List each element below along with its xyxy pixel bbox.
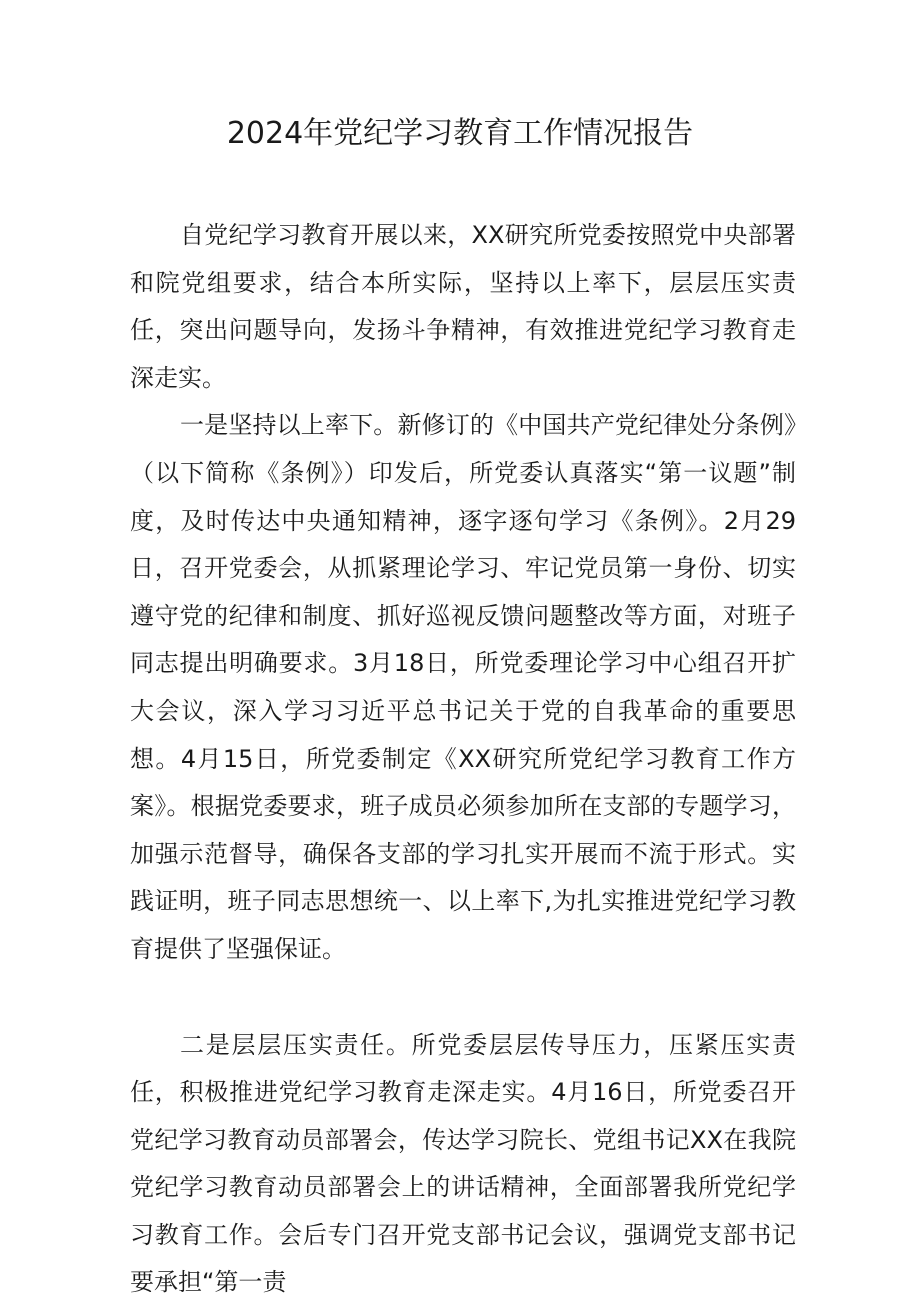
document-body [130, 212, 796, 1307]
document-title: 2024年党纪学习教育工作情况报告 [0, 112, 920, 156]
paragraph-lead-by-example: 一是坚持以上率下。新修订的《中国共产党纪律处分条例》（以下简称《条例》）印发后，所党委认真落实“第一议题”制度，及时传达中央通知精神，逐字逐句学习《条例》。2月29日，召开党委会，从抓紧理论学习、牢记党员第一身份、切实遵守党的纪律和制度、抓好巡视反馈问题整改等方面，对班子同志提出明确要求。3月18日，所党委理论学习中心组召开扩大会议，深入学习习近平总书记关于党的自我革命的重要思想。4月15日，所党委制定《XX研究所党纪学习教育工作方案》。根据党委要求，班子成员必须参加所在支部的专题学习，加强示范督导，确保各支部的学习扎实开展而不流于形式。实践证明，班子同志思想统一、以上率下,为扎实推进党纪学习教育提供了坚强保证。 [130, 402, 796, 973]
paragraph-intro: 自党纪学习教育开展以来，XX研究所党委按照党中央部署和院党组要求，结合本所实际，坚持以上率下，层层压实责任，突出问题导向，发扬斗争精神，有效推进党纪学习教育走深走实。 [130, 212, 796, 402]
paragraph-responsibility: 二是层层压实责任。所党委层层传导压力，压紧压实责任，积极推进党纪学习教育走深走实。4月16日，所党委召开党纪学习教育动员部署会，传达学习院长、党组书记XX在我院党纪学习教育动员部署会上的讲话精神，全面部署我所党纪学习教育工作。会后专门召开党支部书记会议，强调党支部书记要承担“第一责 [130, 1022, 796, 1307]
